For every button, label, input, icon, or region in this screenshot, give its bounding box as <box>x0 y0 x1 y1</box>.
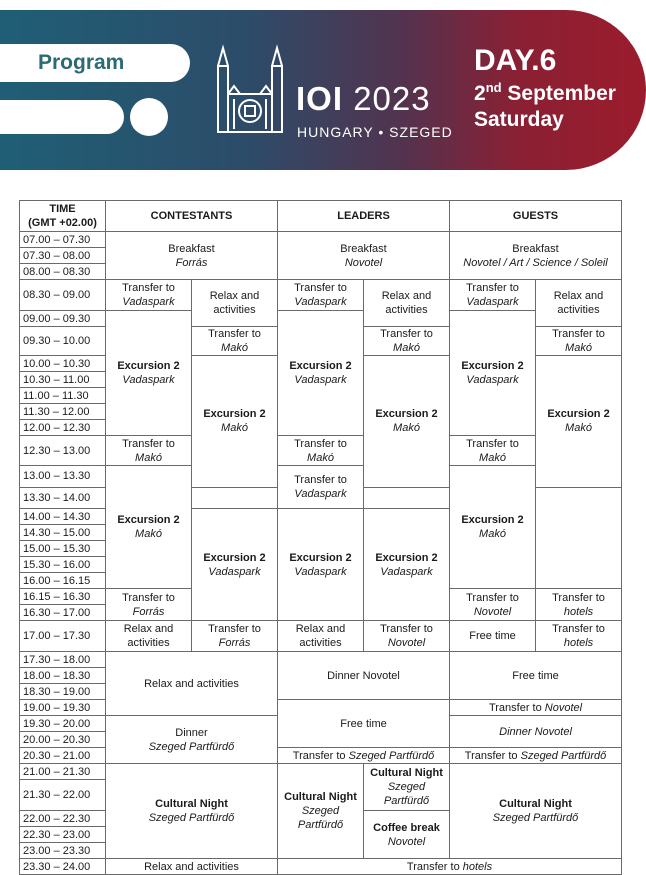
time-cell: 20.30 – 21.00 <box>20 748 106 764</box>
contestants-dinner <box>106 716 278 764</box>
time-cell: 10.30 – 11.00 <box>20 372 106 388</box>
cell-text: Vadaspark <box>294 374 347 386</box>
time-cell: 17.00 – 17.30 <box>20 621 106 652</box>
guests-breakfast <box>450 232 622 280</box>
cell-text: Transfer to <box>292 749 349 762</box>
time-cell: 21.30 – 22.00 <box>20 780 106 811</box>
cell-text: Vadaspark <box>294 296 347 308</box>
cell-text: Novotel <box>387 637 426 649</box>
cell-text: Transfer to <box>466 437 519 450</box>
cell-text: Dinner Novotel <box>499 725 572 738</box>
guests-transfer-hotels-2 <box>536 621 622 652</box>
cell-text: Relax and <box>381 290 432 302</box>
table-row <box>20 859 622 875</box>
time-cell: 13.00 – 13.30 <box>20 466 106 488</box>
cell-text: Vadaspark <box>380 565 433 578</box>
table-row <box>20 280 622 311</box>
time-cell: 18.00 – 18.30 <box>20 668 106 684</box>
cell-text: activities <box>385 304 428 316</box>
cell-text: activities <box>127 637 170 649</box>
cell-text: Makó <box>135 528 162 540</box>
time-label: TIME <box>49 203 76 215</box>
cell-text: Transfer to <box>406 860 463 873</box>
cell-text: Makó <box>135 451 162 464</box>
cell-text: Makó <box>479 528 506 540</box>
contestants-transfer-vadaspark <box>106 280 192 311</box>
leaders-free-time: Free time <box>278 700 450 748</box>
cell-text: Szeged Partfürdő <box>520 749 607 762</box>
cell-text: activities <box>557 304 600 316</box>
cell-text: Breakfast <box>340 242 387 255</box>
contestants-relax-2 <box>106 621 192 652</box>
cell-text: Novotel <box>544 701 583 714</box>
cell-text: Excursion 2 <box>289 551 352 564</box>
cell-text: Relax and <box>209 290 260 302</box>
cell-text: hotels <box>563 637 594 649</box>
ioi-castle-logo-icon <box>214 44 286 136</box>
program-pill <box>0 44 190 82</box>
cell-text: activities <box>213 304 256 316</box>
contestants-relax-evening: Relax and activities <box>106 652 278 716</box>
guests-free-time: Free time <box>450 621 536 652</box>
leaders-guests-transfer-hotels <box>278 859 622 875</box>
table-row <box>20 232 622 248</box>
time-cell: 23.00 – 23.30 <box>20 843 106 859</box>
cell-text: Transfer to <box>466 282 519 294</box>
date <box>474 80 616 106</box>
leaders-excursion-vadaspark-2 <box>278 509 364 621</box>
guests-excursion-mako <box>536 356 622 488</box>
time-cell: 14.30 – 15.00 <box>20 525 106 541</box>
cell-text: Excursion 2 <box>203 551 266 564</box>
guests-transfer-mako-2 <box>450 436 536 466</box>
cell-text: Partfürdő <box>297 819 344 831</box>
cell-text: Excursion 2 <box>117 360 180 372</box>
cell-text: Transfer to <box>294 282 347 294</box>
time-cell: 13.30 – 14.00 <box>20 487 106 509</box>
cell-text: Vadaspark <box>122 296 175 308</box>
date-month: September <box>501 82 616 105</box>
leaders-dinner-novotel: Dinner Novotel <box>278 652 450 700</box>
contestants-cultural-night <box>106 764 278 859</box>
table-row <box>20 621 622 652</box>
cell-text: Forrás <box>132 605 165 618</box>
program-label: Program <box>38 51 125 74</box>
contestants-transfer-mako-2 <box>106 436 192 466</box>
time-cell: 11.00 – 11.30 <box>20 388 106 404</box>
year: 2023 <box>353 80 431 117</box>
cell-text: Transfer to <box>464 749 521 762</box>
time-cell: 15.00 – 15.30 <box>20 541 106 557</box>
leaders-cultural-night-2 <box>364 764 450 811</box>
cell-text: Partfürdő <box>383 795 430 807</box>
decorative-pill <box>0 100 124 134</box>
leaders-transfer-mako <box>364 327 450 356</box>
cell-text: Forrás <box>175 256 208 269</box>
table-row <box>20 764 622 780</box>
leaders-transfer-novotel-2 <box>364 621 450 652</box>
time-cell: 08.00 – 08.30 <box>20 264 106 280</box>
cell-text: Cultural Night <box>284 791 357 803</box>
cell-text: Vadaspark <box>294 565 347 578</box>
time-cell: 12.00 – 12.30 <box>20 420 106 436</box>
time-cell: 07.00 – 07.30 <box>20 232 106 248</box>
leaders-excursion-mako <box>364 356 450 488</box>
date-day: 2 <box>474 82 486 105</box>
cell-text: Makó <box>565 422 592 435</box>
table-row <box>20 466 622 488</box>
cell-text: Transfer to <box>552 591 605 604</box>
time-cell: 16.00 – 16.15 <box>20 573 106 589</box>
contestants-breakfast <box>106 232 278 280</box>
guests-free-time-2: Free time <box>450 652 622 700</box>
cell-text: Transfer to <box>294 437 347 450</box>
cell-text: Szeged Partfürdő <box>348 749 435 762</box>
leaders-relax <box>364 280 450 327</box>
cell-text: Transfer to <box>552 328 605 340</box>
cell-text: Transfer to <box>208 623 261 635</box>
guests-excursion-vadaspark <box>450 311 536 436</box>
contestants-excursion-vadaspark-2 <box>192 509 278 621</box>
table-row <box>20 311 622 327</box>
leaders-transfer-partfurdo <box>278 748 450 764</box>
cell-text: Excursion 2 <box>117 514 180 526</box>
cell-text: Forrás <box>218 637 251 649</box>
decorative-dot <box>130 98 168 136</box>
time-cell: 14.00 – 14.30 <box>20 509 106 525</box>
time-cell: 22.00 – 22.30 <box>20 811 106 827</box>
leaders-transfer-vadaspark <box>278 280 364 311</box>
cell-text: Relax and <box>295 623 346 635</box>
cell-text: Excursion 2 <box>375 551 438 564</box>
contestants-excursion-vadaspark <box>106 311 192 436</box>
table-header-row <box>20 201 622 232</box>
guests-transfer-novotel <box>450 700 622 716</box>
time-cell: 23.30 – 24.00 <box>20 859 106 875</box>
guests-excursion-vadaspark-2 <box>364 509 450 621</box>
date-suffix: nd <box>485 80 502 95</box>
contestants-excursion-mako-2 <box>106 466 192 589</box>
time-cell: 07.30 – 08.00 <box>20 248 106 264</box>
time-cell: 22.30 – 23.00 <box>20 827 106 843</box>
contestants-relax <box>192 280 278 327</box>
guests-transfer-vadaspark <box>450 280 536 311</box>
brand: IOI <box>296 80 344 117</box>
cell-text: Makó <box>307 451 334 464</box>
cell-text: Breakfast <box>512 242 559 255</box>
guests-transfer-mako <box>536 327 622 356</box>
table-row <box>20 436 622 466</box>
cell-text: Excursion 2 <box>289 360 352 372</box>
time-cell: 20.00 – 20.30 <box>20 732 106 748</box>
time-cell: 19.30 – 20.00 <box>20 716 106 732</box>
leaders-cultural-night <box>278 764 364 859</box>
time-cell: 18.30 – 19.00 <box>20 684 106 700</box>
cell-text: Szeged Partfürdő <box>492 812 579 824</box>
timezone-label: (GMT +02.00) <box>28 217 97 229</box>
leaders-relax-2 <box>278 621 364 652</box>
cell-text: Vadaspark <box>466 296 519 308</box>
guests-transfer-hotels <box>536 589 622 621</box>
leaders-excursion-vadaspark <box>278 311 364 436</box>
guests-header: GUESTS <box>450 201 622 232</box>
contestants-transfer-mako <box>192 327 278 356</box>
time-cell: 08.30 – 09.00 <box>20 280 106 311</box>
contestants-excursion-mako <box>192 356 278 488</box>
contestants-transfer-forras <box>106 589 192 621</box>
cell-text: Transfer to <box>208 328 261 340</box>
time-cell: 12.30 – 13.00 <box>20 436 106 466</box>
cell-text: Transfer to <box>552 623 605 635</box>
table-row <box>20 652 622 668</box>
cell-text: Transfer to <box>488 701 542 714</box>
cell-text: Novotel <box>387 835 426 848</box>
leaders-transfer-novotel <box>450 589 536 621</box>
day-number: DAY.6 <box>474 44 557 77</box>
cell-text: Breakfast <box>168 242 215 255</box>
cell-text: Vadaspark <box>466 374 519 386</box>
cell-text: Coffee break <box>373 821 440 834</box>
cell-text: Transfer to <box>380 328 433 340</box>
schedule-table <box>19 200 622 875</box>
time-cell: 21.00 – 21.30 <box>20 764 106 780</box>
time-header <box>20 201 106 232</box>
guests-relax <box>536 280 622 327</box>
leaders-coffee-break <box>364 811 450 859</box>
cell-text: Transfer to <box>122 282 175 294</box>
cell-text: Relax and <box>123 623 174 635</box>
cell-text: Relax and <box>553 290 604 302</box>
time-cell: 09.00 – 09.30 <box>20 311 106 327</box>
guests-transfer-partfurdo <box>450 748 622 764</box>
ioi-logo-text <box>296 80 431 118</box>
location: HUNGARY • SZEGED <box>297 124 453 140</box>
cell-text: Transfer to <box>380 623 433 635</box>
cell-text: Cultural Night <box>155 798 228 810</box>
guests-cultural-night <box>450 764 622 859</box>
cell-text: Transfer to <box>466 591 519 604</box>
time-cell: 19.00 – 19.30 <box>20 700 106 716</box>
cell-text: Transfer to <box>122 437 175 450</box>
cell-text: Cultural Night <box>370 767 443 779</box>
cell-text: Cultural Night <box>499 798 572 810</box>
cell-text: Makó <box>565 342 592 354</box>
contestants-relax-late: Relax and activities <box>106 859 278 875</box>
leaders-breakfast <box>278 232 450 280</box>
cell-text: Excursion 2 <box>461 360 524 372</box>
cell-text: hotels <box>563 605 594 618</box>
cell-text: activities <box>299 637 342 649</box>
cell-text: Szeged <box>301 805 340 817</box>
cell-text: Makó <box>393 342 420 354</box>
leaders-excursion-mako-2 <box>450 466 536 589</box>
cell-text: Szeged Partfürdő <box>148 812 235 824</box>
cell-text: Excursion 2 <box>203 408 266 421</box>
cell-text: Vadaspark <box>122 374 175 386</box>
time-cell: 16.30 – 17.00 <box>20 605 106 621</box>
weekday: Saturday <box>474 108 564 131</box>
time-cell: 15.30 – 16.00 <box>20 557 106 573</box>
guests-dinner-novotel <box>450 716 622 748</box>
cell-text: Makó <box>393 422 420 435</box>
time-cell: 16.15 – 16.30 <box>20 589 106 605</box>
cell-text: Transfer to <box>122 591 175 604</box>
cell-text: Transfer to <box>294 474 347 486</box>
cell-text: Vadaspark <box>208 565 261 578</box>
cell-text: Vadaspark <box>294 488 347 500</box>
cell-text: Novotel <box>344 256 383 269</box>
contestants-header: CONTESTANTS <box>106 201 278 232</box>
cell-text: Makó <box>479 451 506 464</box>
cell-text: Excursion 2 <box>375 408 438 421</box>
cell-text: Excursion 2 <box>461 514 524 526</box>
program-header <box>0 10 646 170</box>
contestants-transfer-forras-2 <box>192 621 278 652</box>
cell-text: Makó <box>221 422 248 435</box>
contestants-transfer-vadaspark-2 <box>278 466 364 509</box>
cell-text: Novotel <box>473 605 512 618</box>
leaders-header: LEADERS <box>278 201 450 232</box>
cell-text: Makó <box>221 342 248 354</box>
time-cell: 10.00 – 10.30 <box>20 356 106 372</box>
cell-text: Szeged Partfürdő <box>148 740 235 753</box>
cell-text: Excursion 2 <box>547 408 610 421</box>
cell-text: Dinner <box>175 726 208 739</box>
time-cell: 17.30 – 18.00 <box>20 652 106 668</box>
time-cell: 09.30 – 10.00 <box>20 327 106 356</box>
cell-text: hotels <box>462 860 493 873</box>
time-cell: 11.30 – 12.00 <box>20 404 106 420</box>
cell-text: Szeged <box>387 781 426 793</box>
leaders-transfer-mako-2 <box>278 436 364 466</box>
cell-text: Novotel / Art / Science / Soleil <box>463 256 608 269</box>
